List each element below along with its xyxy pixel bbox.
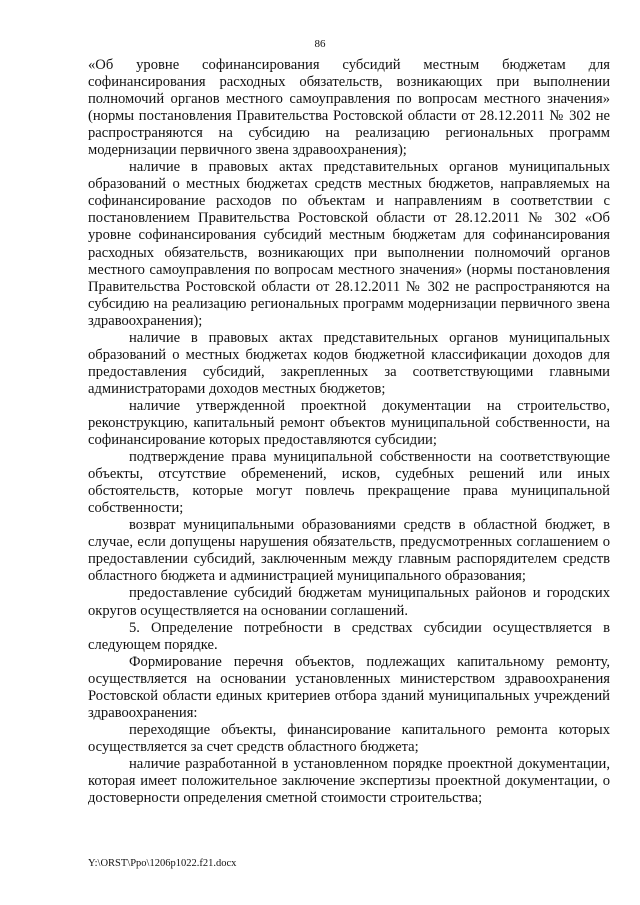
page-number: 86	[314, 38, 326, 50]
paragraph-section-5-heading: 5. Определение потребности в средствах субсидии осуществляется в следующем порядке.	[88, 619, 610, 653]
document-body	[88, 57, 610, 807]
paragraph-budget-classification-codes: наличие в правовых актах представительных органов муниципальных образований о местных бюджетах кодов бюджетной классификации доходов для предоставления субсидий, закрепленных за соответствующими главными администраторами доходов местных бюджетов;	[88, 329, 610, 397]
paragraph-object-list-formation: Формирование перечня объектов, подлежащих капитальному ремонту, осуществляется на основании установленных министерством здравоохранения Ростовской области единых критериев отбора зданий муниципальных учреждений здравоохранения:	[88, 653, 610, 721]
paragraph-local-budget-funds: наличие в правовых актах представительных органов муниципальных образований о местных бюджетах средств местных бюджетов, направляемых на софинансирование расходов по объектам и направлениям в соответствии с постановлением Правительства Ростовской области от 28.12.2011 № 302 «Об уровне софинансирования субсидий местным бюджетам для софинансирования расходных обязательств, возникающих при выполнении полномочий органов местного самоуправления по вопросам местного значения» (нормы постановления Правительства Ростовской области от 28.12.2011 № 302 не распространяются на субсидию на реализацию региональных программ модернизации первичного звена здравоохранения);	[88, 159, 610, 329]
paragraph-approved-project-documentation: наличие утвержденной проектной документации на строительство, реконструкцию, капитальный ремонт объектов муниципальной собственности, на софинансирование которых предоставляются субсидии;	[88, 397, 610, 449]
paragraph-carryover-objects: переходящие объекты, финансирование капитального ремонта которых осуществляется за счет средств областного бюджета;	[88, 721, 610, 755]
paragraph-subsidy-agreements: предоставление субсидий бюджетам муниципальных районов и городских округов осуществляется на основании соглашений.	[88, 585, 610, 619]
paragraph-funds-return: возврат муниципальными образованиями средств в областной бюджет, в случае, если допущены нарушения обязательств, предусмотренных соглашением о предоставлении субсидий, заключенным между главным распорядителем средств областного бюджета и администрацией муниципального образования;	[88, 517, 610, 585]
paragraph-project-documentation-expertise: наличие разработанной в установленном порядке проектной документации, которая имеет положительное заключение экспертизы проектной документации, о достоверности определения сметной стоимости строительства;	[88, 755, 610, 807]
paragraph-ownership-confirmation: подтверждение права муниципальной собственности на соответствующие объекты, отсутствие обременений, исков, судебных решений или иных обстоятельств, которые могут повлечь прекращение права муниципальной собственности;	[88, 449, 610, 517]
footer-file-path: Y:\ORST\Ppo\1206p1022.f21.docx	[88, 858, 237, 869]
paragraph-continuation: «Об уровне софинансирования субсидий местным бюджетам для софинансирования расходных обязательств, возникающих при выполнении полномочий органов местного самоуправления по вопросам местного значения» (нормы постановления Правительства Ростовской области от 28.12.2011 № 302 не распространяются на субсидию на реализацию региональных программ модернизации первичного звена здравоохранения);	[88, 57, 610, 159]
